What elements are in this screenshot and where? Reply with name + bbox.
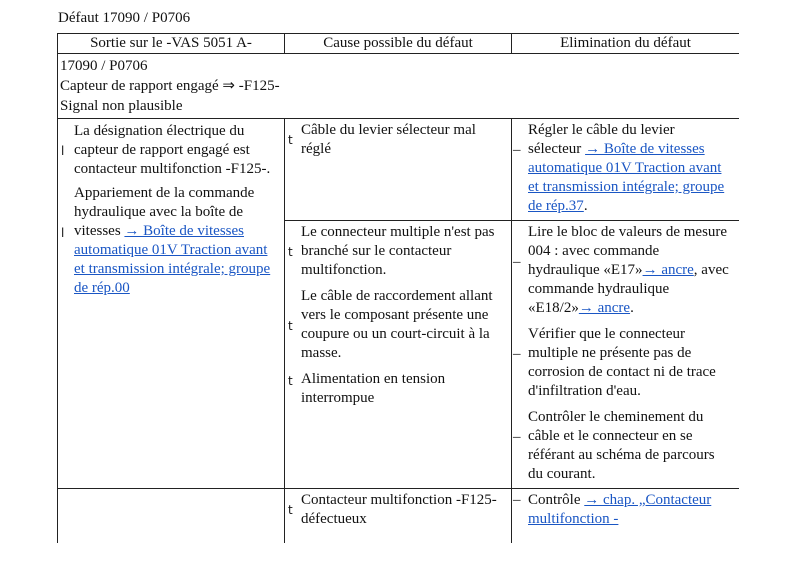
- dash-icon: –: [513, 142, 521, 158]
- elimination-cell: [512, 221, 740, 489]
- fault-signal: Signal non plausible: [60, 98, 183, 114]
- list-item: [288, 370, 503, 408]
- header-cause: Cause possible du défaut: [285, 34, 512, 54]
- header-row: [58, 34, 740, 54]
- elimination-cell: [512, 489, 740, 544]
- bullet-icon: t: [288, 503, 293, 517]
- elimination-text: Contrôler le cheminement du câble et le connecteur en se référant au schéma de parcours du courant.: [528, 409, 715, 482]
- bullet-icon: t: [288, 245, 293, 259]
- bullet-icon: l: [61, 144, 65, 158]
- dash-icon: –: [513, 254, 521, 270]
- summary-row: [58, 54, 740, 119]
- cause-cell: [285, 119, 512, 221]
- cause-cell: [285, 489, 512, 544]
- list-item: [513, 121, 731, 216]
- period-text: .: [630, 300, 634, 316]
- cause-text: Le connecteur multiple n'est pas branché sur le contacteur multifonction.: [301, 224, 495, 278]
- list-item: [513, 408, 731, 484]
- anchor-link-e18[interactable]: → ancre: [578, 300, 631, 316]
- list-item: [288, 121, 503, 159]
- list-item: [513, 491, 731, 529]
- cause-text: Contacteur multifonction -F125- défectueux: [301, 492, 497, 527]
- cause-text: Le câble de raccordement allant vers le composant présente une coupure ou un court-circuit à la masse.: [301, 288, 493, 361]
- fault-table: [57, 33, 739, 543]
- page-title: Défaut 17090 / P0706: [58, 10, 191, 26]
- table-row: [58, 489, 740, 544]
- elimination-text: Vérifier que le connecteur multiple ne présente pas de corrosion de contact ni de trace d'infiltration d'eau.: [528, 326, 716, 399]
- gearbox-link-rep37[interactable]: → Boîte de vitesses automatique 01V Traction avant et transmission intégrale; groupe de rép.37: [528, 141, 725, 214]
- table-row: [58, 119, 740, 221]
- dash-icon: –: [513, 492, 521, 508]
- list-item: [288, 223, 503, 280]
- pairing-text: Appariement de la commande hydraulique avec la boîte de vitesses: [74, 185, 255, 239]
- cause-text: Câble du levier sélecteur mal réglé: [301, 122, 476, 157]
- output-cell: [58, 489, 285, 544]
- fault-component: Capteur de rapport engagé ⇒ -F125-: [60, 78, 280, 94]
- cause-text: Alimentation en tension interrompue: [301, 371, 446, 406]
- list-item: [288, 287, 503, 363]
- output-cell: [58, 119, 285, 489]
- elimination-text: Régler le câble du levier sélecteur: [528, 122, 675, 157]
- bullet-icon: t: [288, 319, 293, 333]
- elimination-text: Contrôle: [528, 492, 585, 508]
- elimination-text: , avec commande hydraulique «E18/2»: [528, 262, 729, 316]
- bullet-icon: t: [288, 133, 293, 147]
- designation-text: La désignation électrique du capteur de rapport engagé est contacteur multifonction -F125-.: [74, 123, 271, 177]
- elimination-text: Lire le bloc de valeurs de mesure 004 : avec commande hydraulique «E17»: [528, 224, 728, 278]
- bullet-icon: t: [288, 374, 293, 388]
- period-text: .: [583, 198, 588, 214]
- list-item: [61, 184, 276, 298]
- list-item: [513, 325, 731, 401]
- list-item: [513, 223, 731, 318]
- header-output: Sortie sur le -VAS 5051 A-: [58, 34, 285, 54]
- bullet-icon: l: [61, 226, 65, 240]
- fault-summary: [58, 54, 740, 119]
- dash-icon: –: [513, 346, 521, 362]
- elimination-cell: [512, 119, 740, 221]
- header-elimination: Elimination du défaut: [512, 34, 740, 54]
- anchor-link-e17[interactable]: → ancre: [642, 262, 694, 278]
- chapter-link-contacteur[interactable]: → chap. „Contacteur multifonction -: [528, 492, 712, 527]
- gearbox-link-rep00[interactable]: → Boîte de vitesses automatique 01V Traction avant et transmission intégrale; groupe de rép.00: [74, 223, 271, 296]
- dash-icon: –: [513, 429, 521, 445]
- list-item: [61, 122, 276, 179]
- fault-code: 17090 / P0706: [60, 58, 148, 74]
- cause-cell: [285, 221, 512, 489]
- list-item: [288, 491, 503, 529]
